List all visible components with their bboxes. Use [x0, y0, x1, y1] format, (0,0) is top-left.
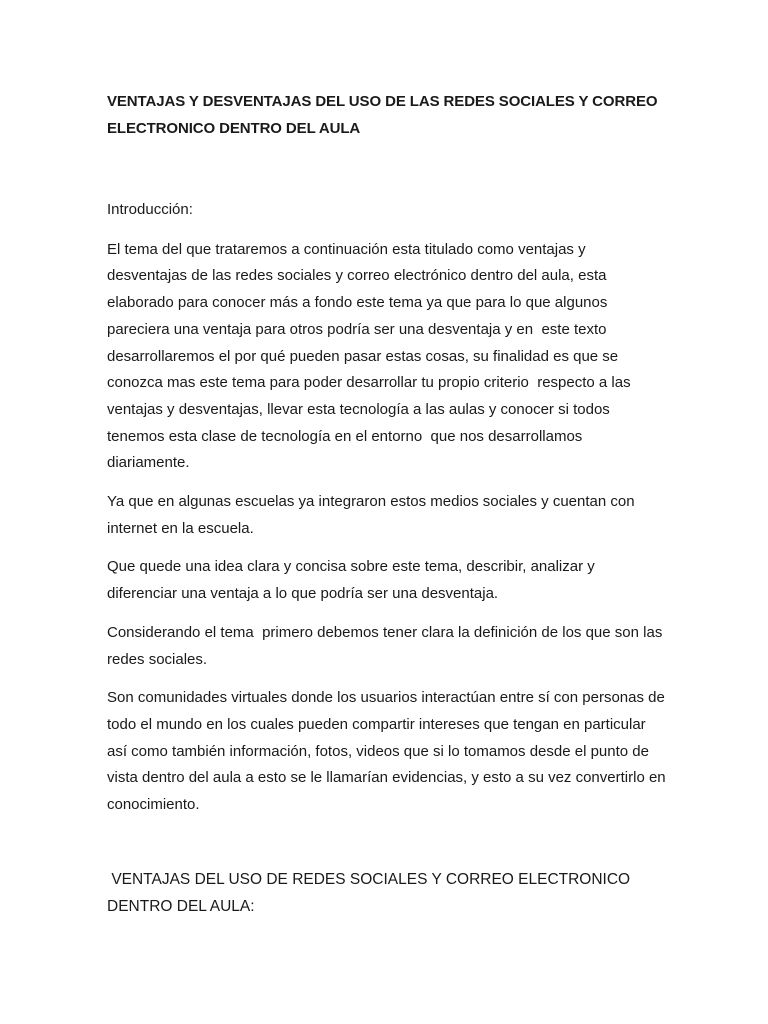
paragraph: El tema del que trataremos a continuación esta titulado como ventajas y desventajas de las redes sociales y correo electrónico dentro del aula, esta elaborado para conocer más a fondo este tema ya que para lo que algunos pareciera una ventaja para otros podría ser una desventaja y en este texto desarrollaremos el por qué pueden pasar estas cosas, su finalidad es que se conozca mas este tema para poder desarrollar tu propio criterio respecto a las ventajas y desventajas, llevar esta tecnología a las aulas y conocer si todos tenemos esta clase de tecnología en el entorno que nos desarrollamos diariamente. [107, 240, 635, 472]
intro-label: Introducción: [107, 201, 193, 218]
document-title: VENTAJAS Y DESVENTAJAS DEL USO DE LAS REDES SOCIALES Y CORREO ELECTRONICO DENTRO DEL AULA [107, 93, 658, 137]
paragraph: Considerando el tema primero debemos tener clara la definición de los que son las redes sociales. [107, 623, 667, 668]
paragraph: Ya que en algunas escuelas ya integraron estos medios sociales y cuentan con internet en la escuela. [107, 493, 639, 537]
paragraph: Que quede una idea clara y concisa sobre este tema, describir, analizar y diferenciar una ventaja a lo que podría ser una desventaja. [107, 558, 599, 603]
document-page [107, 88, 670, 920]
paragraph: Son comunidades virtuales donde los usuarios interactúan entre sí con personas de todo el mundo en los cuales pueden compartir intereses que tengan en particular así como también información, fotos, videos que si lo tomamos desde el punto de vista dentro del aula a esto se le llamarían evidencias, y esto a su vez convertirlo en conocimiento. [107, 689, 670, 814]
section-heading: VENTAJAS DEL USO DE REDES SOCIALES Y CORREO ELECTRONICO DENTRO DEL AULA: [107, 870, 635, 915]
